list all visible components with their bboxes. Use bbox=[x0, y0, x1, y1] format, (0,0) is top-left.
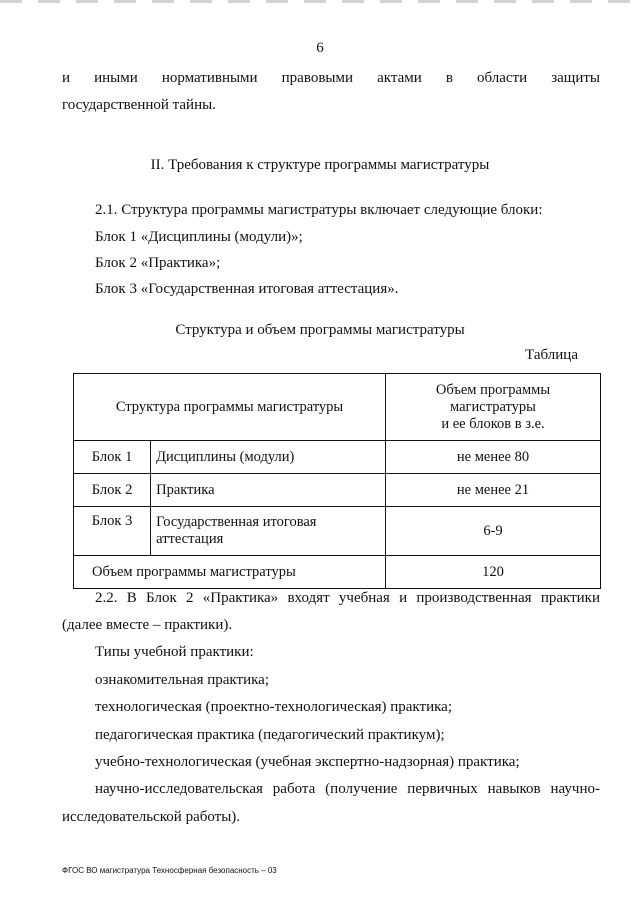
program-structure-table bbox=[73, 373, 601, 589]
table-header-row bbox=[74, 374, 601, 441]
row-value: не менее 80 bbox=[385, 441, 600, 474]
row-name: Дисциплины (модули) bbox=[151, 441, 386, 474]
block-list-item-1: Блок 1 «Дисциплины (модули)»; bbox=[95, 229, 303, 245]
table-caption: Структура и объем программы магистратуры bbox=[175, 322, 465, 338]
row-value: 6-9 bbox=[385, 507, 600, 556]
table-label: Таблица bbox=[525, 347, 578, 363]
para-2-1-intro: 2.1. Структура программы магистратуры включает следующие блоки: bbox=[95, 202, 543, 218]
row-name: Практика bbox=[151, 474, 386, 507]
row-block: Блок 3 bbox=[74, 507, 151, 556]
table-row bbox=[74, 507, 601, 556]
header-volume: Объем программы магистратуры и ее блоков в з.е. bbox=[385, 374, 600, 441]
practice-type-item: ознакомительная практика; bbox=[95, 672, 269, 688]
total-label: Объем программы магистратуры bbox=[74, 556, 386, 589]
block-list-item-3: Блок 3 «Государственная итоговая аттестация». bbox=[95, 281, 399, 297]
research-line-2: исследовательской работы). bbox=[62, 809, 241, 825]
para-2-2-line-2: (далее вместе – практики). bbox=[62, 617, 233, 633]
section-title: II. Требования к структуре программы магистратуры bbox=[150, 157, 490, 173]
research-line-1: научно-исследовательская работа (получение первичных навыков научно- bbox=[95, 781, 600, 797]
row-block: Блок 2 bbox=[74, 474, 151, 507]
row-value: не менее 21 bbox=[385, 474, 600, 507]
block-list-item-2: Блок 2 «Практика»; bbox=[95, 255, 221, 271]
practice-type-item: учебно-технологическая (учебная экспертно-надзорная) практика; bbox=[95, 754, 520, 770]
table-row bbox=[74, 441, 601, 474]
total-value: 120 bbox=[385, 556, 600, 589]
row-name: Государственная итоговая аттестация bbox=[151, 507, 386, 556]
footer-text: ФГОС ВО магистратура Техносферная безопасность – 03 bbox=[62, 866, 277, 875]
page-number: 6 bbox=[316, 40, 324, 56]
intro-line-1: и иными нормативными правовыми актами в области защиты bbox=[62, 70, 600, 86]
practice-type-item: технологическая (проектно-технологическая) практика; bbox=[95, 699, 452, 715]
row-block: Блок 1 bbox=[74, 441, 151, 474]
scan-artifact bbox=[0, 0, 640, 3]
header-structure: Структура программы магистратуры bbox=[74, 374, 386, 441]
table-total-row bbox=[74, 556, 601, 589]
table-row bbox=[74, 474, 601, 507]
para-2-2-line-1: 2.2. В Блок 2 «Практика» входят учебная и производственная практики bbox=[95, 590, 600, 606]
practice-types-heading: Типы учебной практики: bbox=[95, 644, 254, 660]
practice-type-item: педагогическая практика (педагогический практикум); bbox=[95, 727, 445, 743]
intro-line-2: государственной тайны. bbox=[62, 97, 216, 113]
